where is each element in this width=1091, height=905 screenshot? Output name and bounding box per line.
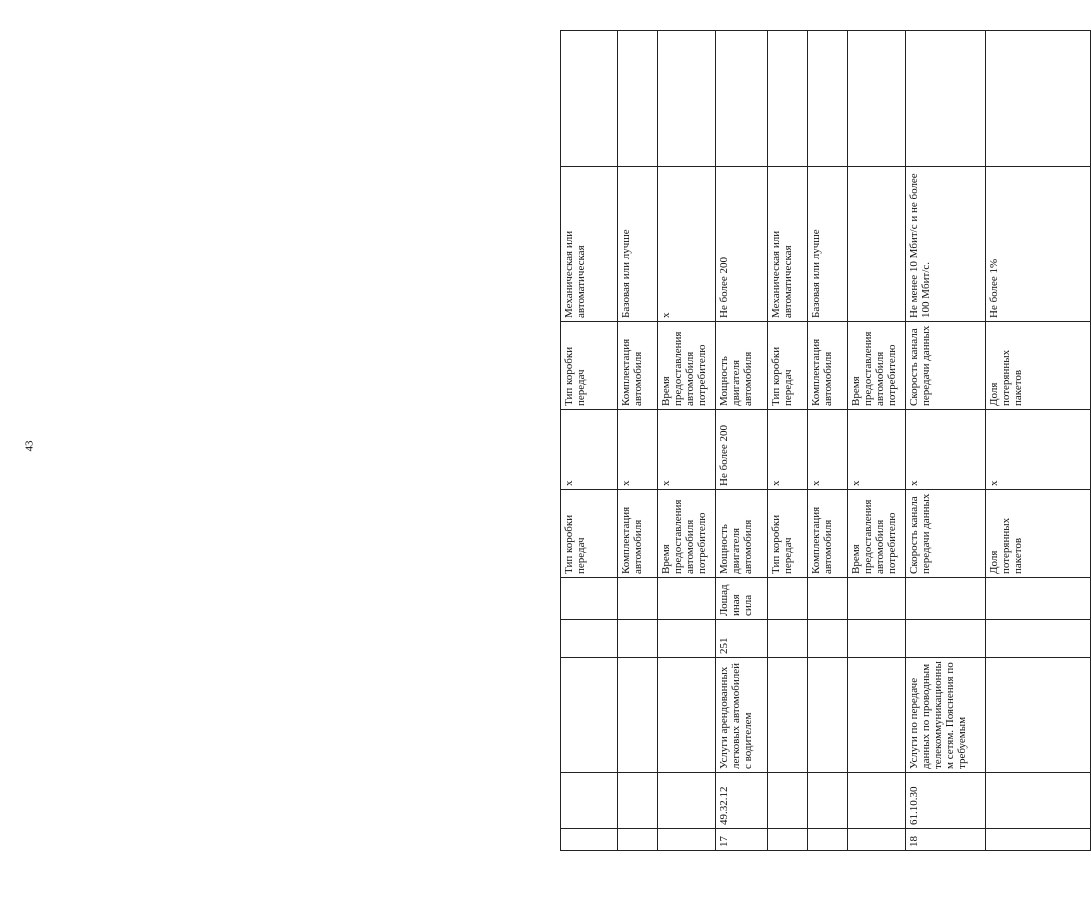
cell-code [848,773,906,829]
cell-extra [768,31,808,167]
cell-num [658,829,716,851]
cell-unit-code [848,620,906,658]
cell-extra [618,31,658,167]
cell-num [561,829,618,851]
cell-service [561,658,618,773]
cell-num [768,829,808,851]
cell-num [848,829,906,851]
cell-unit-code: 251 [716,620,768,658]
cell-unit-code [618,620,658,658]
cell-num [986,829,1091,851]
cell-char-name: Комплектация автомобиля [618,490,658,578]
cell-char-name: Комплектация автомобиля [808,490,848,578]
cell-char-value-2: х [658,167,716,322]
cell-extra [658,31,716,167]
cell-code: 61.10.30 [906,773,986,829]
cell-char-value-2: Базовая или лучше [618,167,658,322]
cell-code [618,773,658,829]
cell-char-name: Доля потерянных пакетов [986,490,1091,578]
cell-unit-name: Лошадиная сила [716,578,768,620]
cell-char-name-2: Мощность двигателя автомобиля [716,322,768,410]
cell-unit-name [561,578,618,620]
cell-char-name: Время предоставления автомобиля потребителю [658,490,716,578]
cell-service: Услуги по передаче данных по проводным телекоммуникационным сетям. Пояснения по требуемым [906,658,986,773]
cell-unit-name [768,578,808,620]
cell-unit-name [808,578,848,620]
cell-char-name-2: Комплектация автомобиля [808,322,848,410]
cell-char-name: Время предоставления автомобиля потребителю [848,490,906,578]
cell-num: 17 [716,829,768,851]
table-row [768,31,808,851]
cell-char-name: Тип коробки передач [561,490,618,578]
cell-char-name-2: Время предоставления автомобиля потребителю [848,322,906,410]
cell-unit-code [808,620,848,658]
cell-code [561,773,618,829]
cell-char-value: Не более 200 [716,410,768,490]
cell-unit-name [848,578,906,620]
cell-char-value: х [618,410,658,490]
cell-extra [986,31,1091,167]
cell-char-value: х [848,410,906,490]
cell-char-name-2: Доля потерянных пакетов [986,322,1091,410]
cell-service: Услуги арендованных легковых автомобилей с водителем [716,658,768,773]
cell-code [768,773,808,829]
cell-extra [808,31,848,167]
table-row [561,31,618,851]
cell-char-value-2: Не менее 10 Мбит/с и не более 100 Мбит/с. [906,167,986,322]
cell-unit-name [986,578,1091,620]
cell-num [808,829,848,851]
cell-unit-code [768,620,808,658]
characteristics-table [560,31,1090,851]
cell-code [808,773,848,829]
cell-char-name-2: Комплектация автомобиля [618,322,658,410]
cell-char-value-2: Механическая или автоматическая [561,167,618,322]
cell-char-value: х [986,410,1091,490]
cell-char-value-2: Базовая или лучше [808,167,848,322]
table-row [906,31,986,851]
table-row [716,31,768,851]
cell-unit-code [906,620,986,658]
cell-service [808,658,848,773]
cell-unit-code [986,620,1091,658]
cell-char-value-2: Не более 1% [986,167,1091,322]
table-row [808,31,848,851]
cell-service [768,658,808,773]
cell-char-name: Скорость канала передачи данных [906,490,986,578]
cell-code [986,773,1091,829]
cell-char-value-2: Не более 200 [716,167,768,322]
cell-num: 18 [906,829,986,851]
cell-service [986,658,1091,773]
cell-service [658,658,716,773]
cell-unit-code [658,620,716,658]
table-row [618,31,658,851]
cell-char-value: х [808,410,848,490]
table-row [986,31,1091,851]
cell-char-name-2: Скорость канала передачи данных [906,322,986,410]
cell-extra [561,31,618,167]
cell-char-value: х [561,410,618,490]
cell-service [848,658,906,773]
cell-unit-name [906,578,986,620]
cell-extra [716,31,768,167]
cell-char-name-2: Время предоставления автомобиля потребителю [658,322,716,410]
cell-char-name: Мощность двигателя автомобиля [716,490,768,578]
cell-num [618,829,658,851]
cell-char-value-2: Механическая или автоматическая [768,167,808,322]
cell-char-name-2: Тип коробки передач [561,322,618,410]
page-number: 43 [23,440,36,452]
cell-unit-name [658,578,716,620]
cell-code: 49.32.12 [716,773,768,829]
cell-char-value: х [658,410,716,490]
cell-char-value: х [906,410,986,490]
cell-unit-code [561,620,618,658]
cell-char-name-2: Тип коробки передач [768,322,808,410]
table-row [658,31,716,851]
cell-unit-name [618,578,658,620]
cell-char-value: х [768,410,808,490]
cell-service [618,658,658,773]
cell-char-value-2 [848,167,906,322]
cell-char-name: Тип коробки передач [768,490,808,578]
table-row [848,31,906,851]
cell-code [658,773,716,829]
cell-extra [848,31,906,167]
cell-extra [906,31,986,167]
